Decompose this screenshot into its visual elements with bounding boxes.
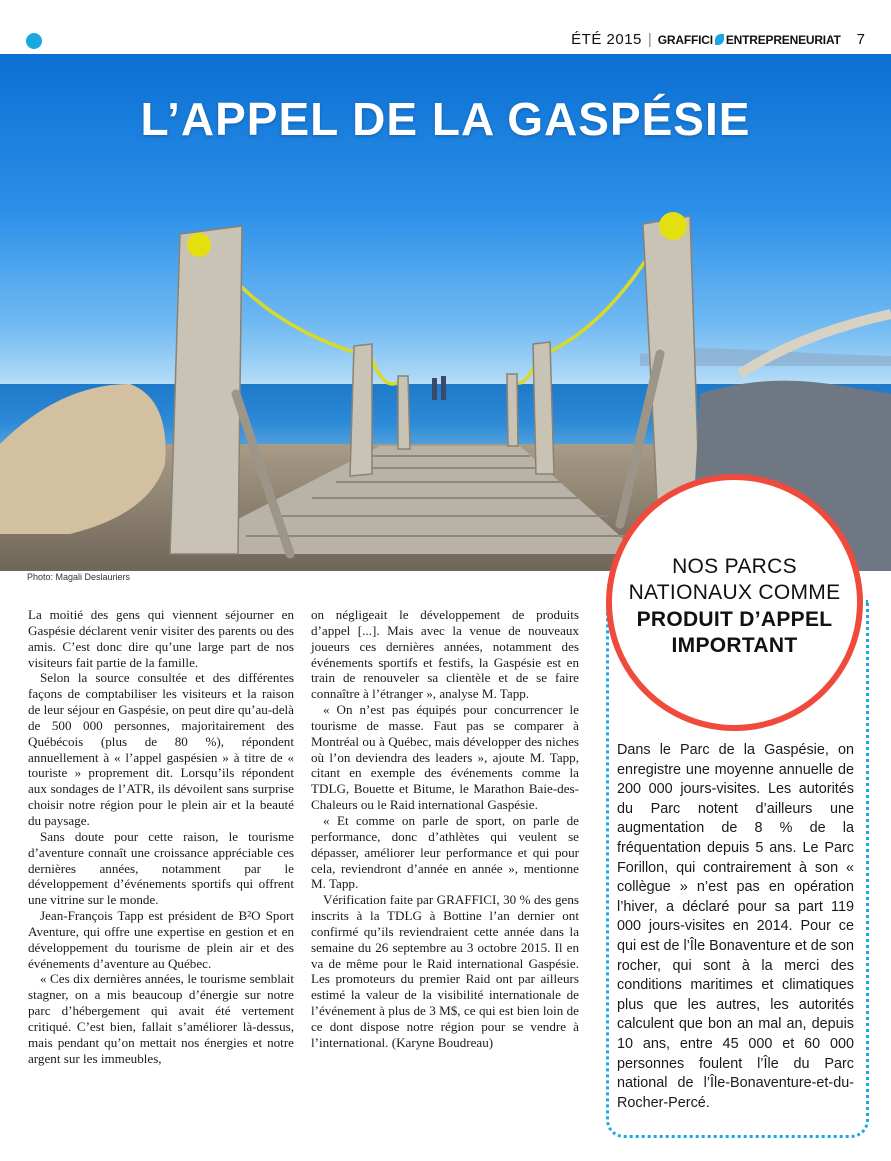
paragraph: Sans doute pour cette raison, le tourisme d’aventure connaît une croissance appréciable ces dernières années, notamment par le développement d’événements sportifs qui offrent une vitrine sur le monde. bbox=[28, 828, 294, 908]
callout-circle bbox=[606, 474, 863, 731]
brand-right: ENTREPRENEURIAT bbox=[725, 32, 841, 47]
paragraph: on négligeait le développement de produits d’appel [...]. Mais avec la venue de nouveaux joueurs ces dernières années, notamment des événements sportifs et festifs, la Gaspésie est en train de renouveler sa clientèle et de se faire connaître à l’étranger », analyse M. Tapp. bbox=[311, 607, 579, 702]
callout-bold: PRODUIT D’APPEL IMPORTANT bbox=[636, 607, 833, 657]
paragraph: La moitié des gens qui viennent séjourner en Gaspésie déclarent venir visiter des parents ou des amis. C’est donc dire qu’une large part de nos visiteurs fait partie de la famille. bbox=[28, 607, 294, 670]
paragraph: Vérification faite par GRAFFICI, 30 % des gens inscrits à la TDLG à Bottine l’an dernier ont confirmé qu’ils reviendraient cette année dans la semaine du 26 septembre au 3 octobre 2015. Il en va de même pour le Raid international Gaspésie. Les promoteurs du premier Raid ont par ailleurs estimé la valeur de la visibilité internationale de l’événement à plus de 3 M$, ce qui est bien loin de ce dont dispose notre région pour se vendre à l’international. (Karyne Boudreau) bbox=[311, 892, 579, 1050]
article-column-1 bbox=[28, 607, 294, 1066]
article-title: L’APPEL DE LA GASPÉSIE bbox=[140, 93, 751, 145]
header-separator: | bbox=[647, 31, 652, 48]
article-column-2 bbox=[311, 607, 579, 1051]
photo-credit: Photo: Magali Deslauriers bbox=[27, 572, 131, 582]
paragraph: « On n’est pas équipés pour concurrencer le tourisme de masse. Faut pas se comparer à Montréal ou à Québec, mais développer des niches où l’on deviendra des leaders », ajoute M. Tapp, citant en exemple des événements comme la TDLG, Bouette et Bitume, le Marathon Baie-des-Chaleurs ou le Raid international Gaspésie. bbox=[311, 702, 579, 813]
issue-season: ÉTÉ 2015 bbox=[571, 31, 642, 48]
paragraph: « Et comme on parle de sport, on parle de performance, donc d’athlètes qui veulent se dépasser, améliorer leur performance et qui pour cela, reviendront d’année en année », mentionne M. Tapp. bbox=[311, 812, 579, 892]
callout-heading bbox=[627, 554, 842, 660]
paragraph: « Ces dix dernières années, le tourisme semblait stagner, on a mis beaucoup d’énergie sur notre parc d’hébergement qui avait été vertement critiqué. C’est bien, fallait s’améliorer là-dessus, mais pendant qu’on mettait nos énergies et notre argent sur les immeubles, bbox=[28, 971, 294, 1066]
paragraph: Selon la source consultée et des différentes façons de comptabiliser les visiteurs et la raison de leur séjour en Gaspésie, on peut dire qu’au-delà de 500 000 personnes, majoritairement des Québécois (plus de 80 %), répondent annuellement à « l’appel gaspésien » à titre de « touriste » proprement dit. Lorsqu’ils répondent aux sondages de l’ATR, ils dévoilent sans surprise choisir notre région pour le plein air et la beauté du paysage. bbox=[28, 670, 294, 828]
brand-mark-icon bbox=[715, 34, 724, 45]
callout-line: NOS PARCS NATIONAUX COMME bbox=[628, 554, 841, 604]
header-dot-icon bbox=[26, 33, 42, 49]
sidebar-body: Dans le Parc de la Gaspésie, on enregistre une moyenne annuelle de 200 000 jours-visites. Les autorités du Parc notent d’ailleurs une augmentation de 8 % de la fréquentation depuis 5 ans. Le Parc Forillon, qui contrairement à son « collègue » n’est pas en opération l’hiver, a déclaré pour sa part 119 000 jours-visites en 2014. Pour ce qui est de l’Île Bonaventure et de son rocher, qui sont à la merci des conditions maritimes et climatiques plus que les autres, les autorités calculent que bon an mal an, depuis 10 ans, entre 45 000 et 60 000 personnes foulent l’Île du Parc national de l’Île-Bonaventure-et-du-Rocher-Percé. bbox=[617, 742, 854, 1111]
brand-left: GRAFFICI bbox=[657, 32, 713, 47]
header-info bbox=[571, 31, 865, 48]
brand-logo bbox=[658, 33, 841, 47]
paragraph: Jean-François Tapp est président de B²O Sport Aventure, qui offre une expertise en gestion et en développement du tourisme de plein air et des événements d’aventure au Québec. bbox=[28, 908, 294, 971]
page-number: 7 bbox=[856, 31, 865, 48]
page-header bbox=[0, 0, 891, 54]
